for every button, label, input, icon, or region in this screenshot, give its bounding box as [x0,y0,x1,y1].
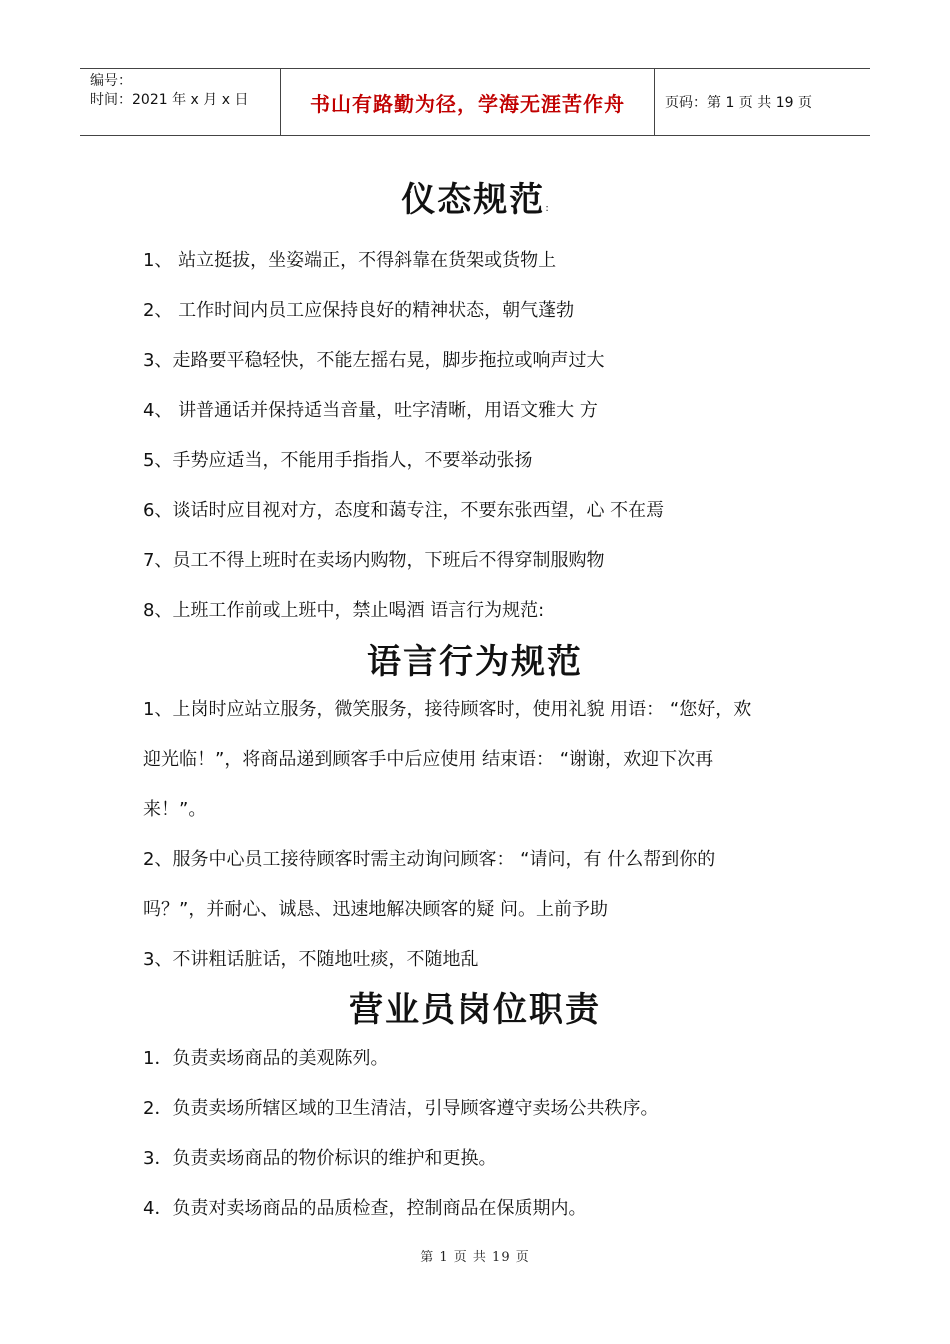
list-item: 来！”。 [143,799,207,820]
header-motto: 书山有路勤为径，学海无涯苦作舟 [281,69,655,135]
list-item: 2、服务中心员工接待顾客时需主动询问顾客： “请问，有 什么帮到你的 [143,849,716,870]
document-number-label: 编号： [90,73,132,89]
list-item: 4．负责对卖场商品的品质检查，控制商品在保质期内。 [143,1198,587,1219]
section-title-speech: 语言行为规范 [367,642,583,682]
list-item: 3．负责卖场商品的物价标识的维护和更换。 [143,1148,497,1169]
list-item: 1．负责卖场商品的美观陈列。 [143,1048,389,1069]
list-item: 1、上岗时应站立服务，微笑服务，接待顾客时，使用礼貌 用语： “您好，欢 [143,699,752,720]
section-title-posture: 仪态规范: [401,180,549,220]
header-info-cell [80,69,281,135]
list-item: 迎光临！”，将商品递到顾客手中后应使用 结束语： “谢谢，欢迎下次再 [143,749,714,770]
list-item: 3、走路要平稳轻快，不能左摇右晃，脚步拖拉或响声过大 [143,350,605,371]
list-item: 6、谈话时应目视对方，态度和蔼专注，不要东张西望，心 不在焉 [143,500,665,521]
list-item: 2、 工作时间内员工应保持良好的精神状态，朝气蓬勃 [143,300,575,321]
header-page-info: 页码：第 1 页 共 19 页 [665,95,812,111]
list-item: 7、员工不得上班时在卖场内购物，下班后不得穿制服购物 [143,550,605,571]
list-item: 1、 站立挺拔，坐姿端正，不得斜靠在货架或货物上 [143,250,557,271]
document-header [80,68,870,136]
list-item: 2．负责卖场所辖区域的卫生清洁，引导顾客遵守卖场公共秩序。 [143,1098,659,1119]
document-time-label: 时间：2021 年 x 月 x 日 [90,92,249,108]
page-footer: 第 1 页 共 19 页 [420,1250,530,1265]
list-item: 4、 讲普通话并保持适当音量，吐字清晰，用语文雅大 方 [143,400,598,421]
list-item: 5、手势应适当，不能用手指指人，不要举动张扬 [143,450,533,471]
list-item: 8、上班工作前或上班中，禁止喝酒 语言行为规范: [143,600,545,621]
list-item: 3、不讲粗话脏话，不随地吐痰，不随地乱 [143,949,479,970]
section-title-duties: 营业员岗位职责 [349,990,601,1030]
section-title-mark: : [545,203,549,214]
list-item: 吗？”，并耐心、诚恳、迅速地解决顾客的疑 问。上前予助 [143,899,609,920]
